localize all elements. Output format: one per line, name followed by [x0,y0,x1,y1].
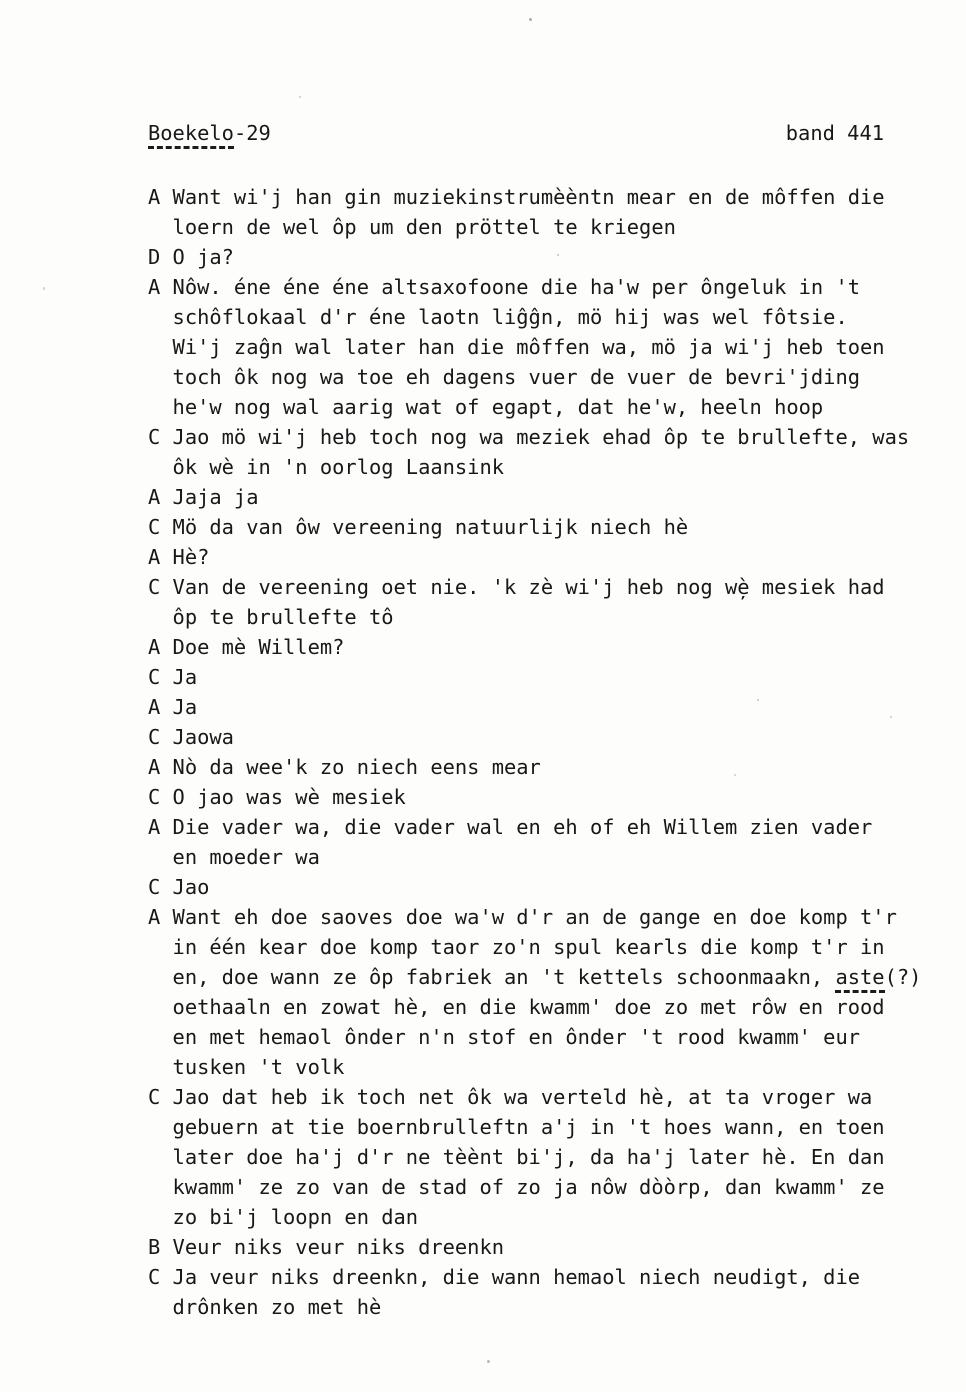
speaker-label: A [148,275,161,299]
transcript-line [148,452,938,482]
transcript-line [148,962,938,992]
transcript-line [148,1202,938,1232]
line-text: Ja veur niks dreenkn, die wann hemaol niech neudigt, die [172,1265,861,1289]
line-text: Doe mè Willem? [172,635,345,659]
scan-speck [487,1360,490,1363]
line-text: Want eh doe saoves doe wa'w d'r an de gange en doe komp t'r [172,905,897,929]
line-text: Jao dat heb ik toch net ôk wa verteld hè, at ta vroger wa [172,1085,873,1109]
transcript-line [148,332,938,362]
line-text: zo bi'j loopn en dan [172,1205,419,1229]
line-text: tusken 't volk [172,1055,345,1079]
transcript-line [148,872,938,902]
transcript-line [148,362,938,392]
transcript-line [148,902,938,932]
line-text: toch ôk nog wa toe eh dagens vuer de vuer de bevri'jding [172,365,861,389]
transcript-line [148,812,938,842]
speaker-label: C [148,725,161,749]
speaker-label [148,1172,173,1202]
document-title [148,119,271,147]
speaker-label: C [148,1265,161,1289]
transcript-line [148,1262,938,1292]
transcript-line [148,182,938,212]
transcript-line [148,1022,938,1052]
speaker-label: C [148,515,161,539]
line-text: later doe ha'j d'r ne tèènt bi'j, da ha'j later hè. En dan [172,1145,885,1169]
transcript-line [148,1172,938,1202]
speaker-label: A [148,635,161,659]
speaker-label [148,452,173,482]
speaker-label: A [148,905,161,929]
line-text: schôflokaal d'r éne laotn liĝĝn, mö hij was wel fôtsie. [172,305,848,329]
line-text: Hè? [172,545,210,569]
line-text: O jao was wè mesiek [172,785,406,809]
transcript [148,182,938,1322]
speaker-label [148,1142,173,1172]
line-text-pre: en, doe wann ze ôp fabriek an 't kettels schoonmaakn, [172,965,836,989]
transcript-line [148,1112,938,1142]
speaker-label [148,212,173,242]
speaker-label [148,602,173,632]
transcript-line [148,1232,938,1262]
transcript-line [148,842,938,872]
line-text: O ja? [172,245,234,269]
line-text: Die vader wa, die vader wal en eh of eh Willem zien vader [172,815,873,839]
page-header [148,119,884,147]
transcript-line [148,782,938,812]
speaker-label: A [148,545,161,569]
speaker-label: C [148,785,161,809]
speaker-label [148,392,173,422]
transcript-line [148,422,938,452]
speaker-label: D [148,245,161,269]
speaker-label: A [148,755,161,779]
line-text: Jao [172,875,210,899]
transcript-line [148,662,938,692]
transcript-line [148,542,938,572]
line-text: Jaja ja [172,485,259,509]
line-text: he'w nog wal aarig wat of egapt, dat he'w, heeln hoop [172,395,824,419]
speaker-label: C [148,875,161,899]
speaker-label: A [148,695,161,719]
transcript-line [148,692,938,722]
speaker-label [148,1052,173,1082]
speaker-label [148,362,173,392]
band-label: band 441 [785,121,884,145]
transcript-line [148,932,938,962]
transcript-line [148,632,938,662]
transcript-line [148,512,938,542]
line-text: Jaowa [172,725,234,749]
line-text: in één kear doe komp taor zo'n spul kearls die komp t'r in [172,935,885,959]
line-text: kwamm' ze zo van de stad of zo ja nôw dòòrp, dan kwamm' ze [172,1175,885,1199]
line-text: Want wi'j han gin muziekinstrumèèntn mear en de môffen die [172,185,885,209]
scan-speck [43,287,45,290]
document-title-underlined: Boekelo [148,121,234,149]
line-text: Mö da van ôw vereening natuurlijk niech hè [172,515,689,539]
speaker-label [148,932,173,962]
speaker-label [148,332,173,362]
transcript-line [148,302,938,332]
transcript-line [148,752,938,782]
transcript-line [148,722,938,752]
line-text [173,962,922,992]
transcript-line [148,482,938,512]
line-text: Jao mö wi'j heb toch nog wa meziek ehad ôp te brullefte, was [172,425,910,449]
scan-speck [529,18,532,21]
line-text: Ja [172,665,198,689]
transcript-line [148,992,938,1022]
speaker-label: A [148,185,161,209]
line-text-post: (?) [884,965,922,989]
line-text: oethaaln en zowat hè, en die kwamm' doe zo met rôw en rood [172,995,885,1019]
transcript-line [148,1082,938,1112]
speaker-label: C [148,1085,161,1109]
line-text: Nò da wee'k zo niech eens mear [172,755,541,779]
line-text-underlined: aste [835,965,884,993]
line-text: Van de vereening oet nie. 'k zè wi'j heb nog wè̦ mesiek had [172,575,885,599]
line-text: ôp te brullefte tô [172,605,394,629]
line-text: gebuern at tie boernbrulleftn a'j in 't hoes wann, en toen [172,1115,885,1139]
line-text: drônken zo met hè [172,1295,382,1319]
line-text: loern de wel ôp um den pröttel te kriegen [172,215,676,239]
speaker-label [148,1292,173,1322]
speaker-label [148,992,173,1022]
transcript-line [148,1142,938,1172]
line-text: en met hemaol ônder n'n stof en ônder 't rood kwamm' eur [172,1025,861,1049]
line-text: ôk wè in 'n oorlog Laansink [172,455,505,479]
speaker-label [148,302,173,332]
document-title-suffix: -29 [233,121,271,145]
speaker-label: B [148,1235,161,1259]
transcript-line [148,572,938,602]
transcript-line [148,602,938,632]
line-text: Ja [172,695,198,719]
speaker-label [148,1022,173,1052]
scan-speck [299,96,301,98]
transcript-line [148,242,938,272]
line-text: en moeder wa [172,845,320,869]
speaker-label [148,842,173,872]
speaker-label [148,1202,173,1232]
line-text: Wi'j zaĝn wal later han die môffen wa, mö ja wi'j heb toen [172,335,885,359]
speaker-label [148,962,173,992]
transcript-line [148,272,938,302]
transcript-line [148,1292,938,1322]
line-text: Veur niks veur niks dreenkn [172,1235,505,1259]
transcript-line [148,1052,938,1082]
speaker-label: A [148,815,161,839]
speaker-label [148,1112,173,1142]
transcript-line [148,212,938,242]
speaker-label: C [148,665,161,689]
speaker-label: A [148,485,161,509]
transcript-line [148,392,938,422]
speaker-label: C [148,425,161,449]
line-text: Nôw. éne éne éne altsaxofoone die ha'w per ôngeluk in 't [172,275,861,299]
speaker-label: C [148,575,161,599]
